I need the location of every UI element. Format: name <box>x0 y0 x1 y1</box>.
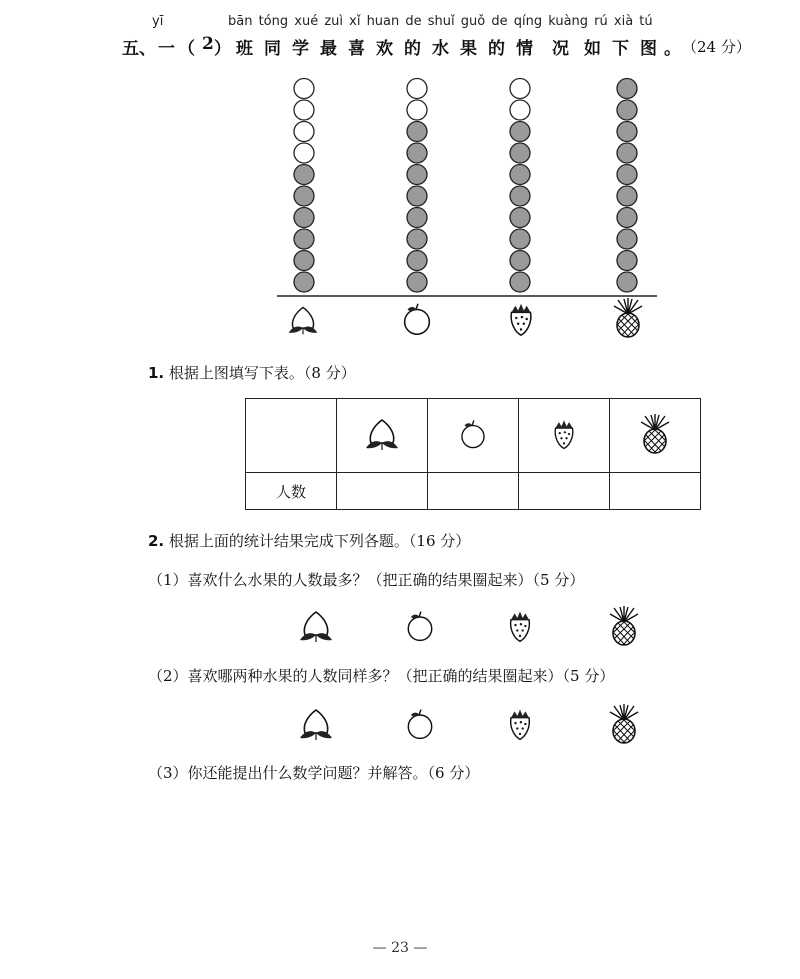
title-char: 图 <box>640 39 657 59</box>
filled-bead <box>617 251 637 271</box>
title-char: 的 <box>488 39 505 59</box>
question-2: （2）喜欢哪两种水果的人数同样多？（把正确的结果圈起来）（5 分） <box>148 667 615 685</box>
peach-icon[interactable] <box>296 606 336 646</box>
part1-heading <box>148 362 356 383</box>
question-1: （1）喜欢什么水果的人数最多？（把正确的结果圈起来）（5 分） <box>148 571 585 589</box>
question-3: （3）你还能提出什么数学问题？并解答。（6 分） <box>148 764 480 782</box>
filled-bead <box>294 165 314 185</box>
question-number: 五、 <box>122 39 156 59</box>
filled-bead <box>617 122 637 142</box>
filled-bead <box>294 208 314 228</box>
pineapple-icon <box>635 414 675 454</box>
pinyin-line: bān tóng xué zuì xǐ huan de shuǐ guǒ de qíng kuàng rú xià tú <box>228 14 653 29</box>
filled-bead <box>407 251 427 271</box>
strawberry-icon[interactable] <box>502 706 538 742</box>
peach-icon <box>362 414 402 454</box>
bead-column <box>617 79 637 293</box>
table-header-pineapple <box>610 399 701 473</box>
bead-column <box>294 79 314 293</box>
part1-label: 1. <box>148 364 165 382</box>
filled-bead <box>617 143 637 163</box>
apple-icon[interactable] <box>402 608 438 644</box>
filled-bead <box>617 208 637 228</box>
filled-bead <box>407 186 427 206</box>
title-char: （ <box>178 39 195 59</box>
filled-bead <box>294 229 314 249</box>
title-char: 水 <box>432 39 449 59</box>
empty-bead <box>294 100 314 120</box>
pineapple-icon[interactable] <box>604 606 644 646</box>
title-char: 况 <box>552 39 569 59</box>
empty-bead <box>294 79 314 99</box>
table-corner-cell <box>246 399 337 473</box>
title-char: ） <box>214 39 231 59</box>
filled-bead <box>407 229 427 249</box>
table-header-apple <box>428 399 519 473</box>
pineapple-icon[interactable] <box>604 704 644 744</box>
part2-heading <box>148 530 470 551</box>
title-char: 学 <box>292 39 309 59</box>
empty-bead <box>510 100 530 120</box>
filled-bead <box>294 272 314 292</box>
question-score: （24 分） <box>682 38 751 56</box>
fruit-pictograph <box>0 0 800 345</box>
filled-bead <box>407 272 427 292</box>
filled-bead <box>510 208 530 228</box>
title-char: 喜 <box>348 39 365 59</box>
filled-bead <box>510 229 530 249</box>
part2-label: 2. <box>148 532 165 550</box>
filled-bead <box>510 165 530 185</box>
filled-bead <box>510 272 530 292</box>
filled-bead <box>617 186 637 206</box>
bead-column <box>510 79 530 293</box>
answer-cell-peach[interactable] <box>337 473 428 510</box>
filled-bead <box>294 186 314 206</box>
bead-columns <box>294 79 637 293</box>
empty-bead <box>294 122 314 142</box>
filled-bead <box>617 272 637 292</box>
table-header-peach <box>337 399 428 473</box>
filled-bead <box>617 100 637 120</box>
filled-bead <box>617 79 637 99</box>
title-char: 一 <box>158 39 175 59</box>
answer-cell-apple[interactable] <box>428 473 519 510</box>
apple-icon <box>405 304 430 334</box>
title-char: 同 <box>264 39 281 59</box>
peach-icon <box>289 307 318 334</box>
filled-bead <box>407 165 427 185</box>
filled-bead <box>510 186 530 206</box>
apple-icon <box>456 417 490 451</box>
fill-in-table <box>245 398 701 510</box>
part1-text: 根据上图填写下表。（8 分） <box>168 364 356 382</box>
bead-column <box>407 79 427 293</box>
filled-bead <box>407 208 427 228</box>
title-char: 。 <box>664 39 681 59</box>
empty-bead <box>407 79 427 99</box>
answer-cell-pineapple[interactable] <box>610 473 701 510</box>
title-char: 情 <box>516 39 533 59</box>
title-char: 欢 <box>376 39 393 59</box>
table-row-label: 人数 <box>246 473 337 510</box>
strawberry-icon <box>547 417 581 451</box>
empty-bead <box>510 79 530 99</box>
filled-bead <box>407 122 427 142</box>
title-char: 下 <box>612 39 629 59</box>
question-2-options <box>0 702 800 746</box>
title-char: 的 <box>404 39 421 59</box>
filled-bead <box>617 165 637 185</box>
title-char: 班 <box>236 39 253 59</box>
pineapple-icon <box>614 298 642 337</box>
question-1-options <box>0 606 800 646</box>
filled-bead <box>510 251 530 271</box>
page-number: — 23 — <box>372 940 428 956</box>
answer-cell-strawberry[interactable] <box>519 473 610 510</box>
filled-bead <box>294 251 314 271</box>
table-count-row <box>246 473 701 510</box>
strawberry-icon[interactable] <box>502 608 538 644</box>
title-char: 如 <box>584 39 601 59</box>
title-char: 最 <box>320 39 337 59</box>
title-char: 2 <box>202 34 214 54</box>
empty-bead <box>294 143 314 163</box>
apple-icon[interactable] <box>402 706 438 742</box>
filled-bead <box>617 229 637 249</box>
filled-bead <box>510 143 530 163</box>
pinyin-yi: yī <box>152 14 164 29</box>
table-header-strawberry <box>519 399 610 473</box>
peach-icon[interactable] <box>296 704 336 744</box>
part2-text: 根据上面的统计结果完成下列各题。（16 分） <box>168 532 471 550</box>
empty-bead <box>407 100 427 120</box>
strawberry-icon <box>511 304 531 335</box>
filled-bead <box>407 143 427 163</box>
table-header-row <box>246 399 701 473</box>
filled-bead <box>510 122 530 142</box>
title-char: 果 <box>460 39 477 59</box>
